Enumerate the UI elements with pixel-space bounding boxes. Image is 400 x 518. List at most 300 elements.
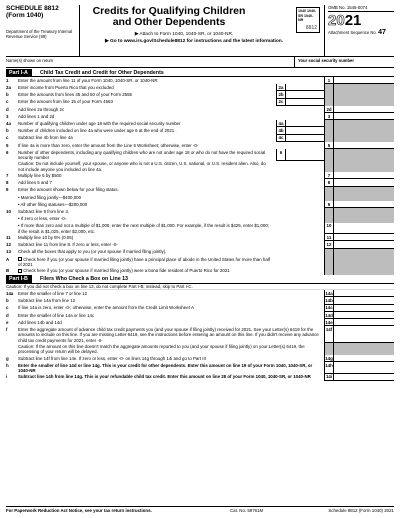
line-text: Number of qualifying children under age 18 with the required social security number [18,121,181,127]
amount-column [324,362,394,374]
line-box-label [324,120,334,127]
form-line [6,297,394,304]
sub-entry [276,99,324,106]
sub-line-label [276,267,286,274]
amount-field [334,194,394,201]
sub-amount-field [286,161,324,173]
line-number [6,223,18,235]
line-number: i [6,374,8,380]
form-line [6,312,394,319]
amount-field [334,256,394,268]
sub-entry [276,241,324,248]
line-box-label: 12 [324,241,334,248]
form-footer [6,506,394,513]
line-number: b [6,298,9,304]
amount-column [324,223,394,235]
amount-field [334,91,394,98]
sub-line-label: 4c [276,135,286,142]
line-box-label [324,99,334,106]
amount-column [324,326,394,343]
title-block [80,5,324,56]
line-text: Enter the smaller of line 7 or line 12 [18,290,88,296]
line-box-label [324,84,334,91]
form-footer-id: Schedule 8812 (Form 1040) 2021 [328,508,394,513]
line-box-label: 14c [325,305,333,311]
form-line [6,319,394,326]
sub-amount-field [286,267,324,274]
line-box-label [324,135,334,142]
line-text: • If more than zero and not a multiple of $1,000, enter the next multiple of $1,000. For example, if the result is $425, enter $1,000; if the result is $1,025, enter $2,000, etc. [18,223,269,234]
form-header [6,5,394,57]
amount-column [324,256,394,268]
line-text: Multiply line 6 by $500 [18,173,62,179]
line-number: 3 [6,113,9,119]
sub-line-label [276,113,286,120]
line-box-label: 10 [324,223,334,235]
line-number [6,343,18,355]
sub-line-label [276,161,286,173]
line-number: 8 [6,180,9,186]
form-line [6,249,394,256]
line-text: Subtract line 14f from line 14e. If zero or less, enter -0- on lines 14g through 14i and go to Part III [18,355,206,361]
sub-line-label [276,179,286,186]
line-box-label: 5 [324,142,334,149]
line-text: Check here if you (or your spouse if married filing jointly) have a principal place of abode in the United States for more than half of 2021 [18,256,270,268]
part-1a-header [6,69,394,77]
part-1b-title: Filers Who Check a Box on Line 13 [40,276,129,283]
sub-amount-field [286,172,324,179]
line-text: If line 14a is zero, enter -0-; otherwise, enter the amount from the Credit Limit Worksheet A [18,305,194,311]
line-text: Subtract line 9 from line 3. [18,209,70,215]
line-text: Enter the aggregate amount of advance child tax credit payments you (and your spouse if filing jointly) received for 2021. See your Letter(s) 6419 for the amounts to include on this line. If you are missing Letter 6419, see the instructions before entering an amount on this line. If you didn't receive any advance child tax credit payments for 2021, enter -0- [18,326,319,343]
form-title: Credits for Qualifying Children and Other Dependents [92,5,246,28]
sub-entry [276,91,324,98]
sub-amount-field[interactable] [286,120,324,127]
paperwork-notice: For Paperwork Reduction Act Notice, see your tax return instructions. [6,508,152,513]
line-box-label [324,91,334,98]
sub-entry [276,149,324,161]
amount-column [324,374,394,381]
form-line [6,142,394,149]
line-text: • All other filing statuses—$200,000 [18,201,88,207]
amount-column [324,84,394,91]
sub-amount-field[interactable] [286,84,324,91]
line-box-label: 14a [325,290,333,296]
line-text: Caution: Do not include yourself, your spouse, or anyone who is not a U.S. citizen, U.S. national, or U.S. resident alien. Also, do not include anyone you included on line 4a. [18,161,266,172]
form-icon-number: 8812 [305,24,317,31]
amount-field[interactable] [334,326,394,343]
line-number: 7 [6,173,9,179]
amount-column [324,187,394,194]
amount-field[interactable] [334,355,394,362]
line-text: Enter the amounts from lines 45 and 50 of your Form 2555 [18,92,132,98]
line-number [6,194,18,201]
sub-entry [276,120,324,127]
amount-column [324,201,394,208]
amount-column [324,241,394,248]
amount-field[interactable] [334,297,394,304]
sub-amount-field [286,113,324,120]
line-box-label: 14f [324,326,334,343]
line-number [6,215,18,222]
form-stack-icon [296,7,320,33]
sub-amount-field [286,249,324,256]
amount-field[interactable] [334,179,394,186]
form-line [6,99,394,106]
omb-number: OMB No. 1545-0074 [328,5,394,12]
line-text: Add lines 1 and 2d [18,113,55,119]
line-number: g [6,355,9,361]
line-number: 13 [6,249,11,255]
form-line [6,326,394,343]
amount-column [324,343,394,355]
sub-entry [276,84,324,91]
form-line [6,149,394,161]
line-text: Check all the boxes that apply to you (or your spouse if married filing jointly). [18,249,167,255]
line-text: Subtract line 11 from line 8. If zero or less, enter -0- [18,242,118,248]
line-text: Add lines 2a through 2c [18,106,65,112]
ssn-field[interactable]: Your social security number [294,57,394,67]
line-number: c [6,305,9,311]
sub-line-label: 2c [276,99,286,106]
line-text: Add lines 14b and 14d [18,319,62,325]
line-box-label: 14g [325,355,333,361]
line-box-label [324,194,334,201]
line-text: • Married filing jointly—$400,000 [18,194,82,200]
line-number: 2a [6,85,11,90]
line-box-label: 1 [324,77,334,84]
line-number: 4a [6,121,11,127]
form-name: (Form 1040) [6,12,44,19]
sub-amount-field [286,194,324,201]
amount-column [324,91,394,98]
amount-field [334,208,394,215]
line-text: Number of other dependents, including any qualifying children who are not under age 18 or who do not have the required social security number [18,149,266,161]
amount-field[interactable] [334,142,394,149]
line-box-label: 7 [324,172,334,179]
line-box-label: 14i [325,374,333,380]
amount-field [334,187,394,194]
checkbox[interactable] [18,269,22,273]
tax-year [328,12,394,30]
sub-amount-field[interactable] [286,91,324,98]
amount-field [334,149,394,161]
amount-field[interactable] [334,223,394,235]
amount-field[interactable] [334,319,394,326]
part-1b-tag: Part I-B [6,275,32,283]
sub-line-label: 4b [276,127,286,134]
form-line [6,305,394,312]
amount-field [334,99,394,106]
amount-column [324,179,394,186]
line-number: 9 [6,187,9,193]
name-ssn-row [6,57,394,68]
amount-column [324,249,394,256]
sub-line-label: 4a [276,120,286,127]
part-1b-header [6,276,394,284]
line-number: 14a [6,290,14,296]
line-number: d [6,312,9,318]
sub-line-label [276,249,286,256]
sub-amount-field [286,234,324,241]
amount-field[interactable] [334,362,394,374]
tax-year-suffix: 21 [344,12,362,29]
line-number: h [6,362,9,368]
sub-amount-field [286,179,324,186]
line-box-label [324,161,334,173]
amount-field [334,135,394,142]
attachment-sequence [328,30,394,35]
sub-line-label: 6 [276,149,286,161]
line-number: c [6,135,9,141]
sub-line-label [276,208,286,215]
sub-amount-field[interactable] [286,127,324,134]
amount-field[interactable] [334,374,394,381]
sub-entry [276,127,324,134]
sub-line-label [276,201,286,208]
amount-column [324,215,394,222]
form-line [6,256,394,268]
checkbox[interactable] [18,257,22,261]
line-box-label: 14h [324,362,334,374]
line-number [6,201,18,208]
sub-amount-field [286,215,324,222]
form-line [6,84,394,91]
line-box-label: 14e [325,319,333,325]
line-number: A [6,256,10,262]
form-line [6,135,394,142]
part-1b-lines [6,290,394,381]
line-text: Subtract line 14h from line 14g. This is your refundable child tax credit. Enter this amount on line 28 of your Form 1040, 1040-SR, or 1040-NR [18,374,311,380]
form-icon-text: 1040 1040-SR 1040-NR [298,9,317,22]
sub-amount-field [286,201,324,208]
sub-entry [276,77,324,84]
sub-line-label: 2a [276,84,286,91]
amount-column [324,120,394,127]
part-1a-lines [6,77,394,275]
sub-entry [276,223,324,235]
sub-entry [276,113,324,120]
line-number: 1 [6,77,9,83]
sub-line-label [276,194,286,201]
line-box-label [324,249,334,256]
amount-column [324,319,394,326]
amount-field[interactable] [334,305,394,312]
amount-field[interactable] [334,290,394,297]
form-line [6,179,394,186]
sub-entry [276,135,324,142]
sub-amount-field[interactable] [286,149,324,161]
amount-field[interactable] [334,241,394,248]
sub-entry [276,267,324,274]
sub-entry [276,161,324,173]
sub-line-label [276,77,286,84]
sub-amount-field [286,77,324,84]
line-text: • If zero or less, enter -0-. [18,216,68,222]
sub-entry [276,187,324,194]
form-line [6,120,394,127]
attachment-label: Attachment Sequence No. [328,30,377,35]
line-number: 11 [6,235,11,241]
line-box-label: 14d [325,312,333,318]
form-line [6,223,394,235]
line-box-label [324,256,334,268]
sub-amount-field [286,106,324,113]
amount-field[interactable] [334,106,394,113]
sub-amount-field [286,256,324,268]
line-box-label: 11 [324,234,334,241]
amount-column [324,99,394,106]
tax-year-prefix: 20 [328,12,345,29]
line-number: b [6,92,9,98]
line-box-label: 2d [324,106,334,113]
omb-block [324,5,394,56]
part-1a-tag: Part I-A [6,69,32,77]
line-number: B [6,268,10,274]
sub-amount-field [286,142,324,149]
line-number: f [6,326,8,332]
amount-field[interactable] [334,113,394,120]
line-text: Subtract line 14a from line 12 [18,298,76,304]
sub-line-label [276,172,286,179]
line-number: 6 [6,149,9,155]
line-text: Enter the amount from line 11 of your Form 1040, 1040-SR, or 1040-NR [18,77,158,83]
sub-amount-field [286,223,324,235]
line-box-label: 9 [324,201,334,208]
amount-field[interactable] [334,172,394,179]
amount-column [324,149,394,161]
amount-column [324,234,394,241]
sub-line-label [276,142,286,149]
line-text: Enter the smaller of line 14a or line 14c [18,312,95,318]
department-label: Department of the Treasury Internal Revenue Service (99) [6,29,73,39]
amount-column [324,77,394,84]
line-box-label: 8 [324,179,334,186]
sub-line-label [276,187,286,194]
sub-line-label [276,223,286,235]
line-number [6,161,18,173]
line-box-label [324,127,334,134]
amount-column [324,312,394,319]
line-text: Number of children included on line 4a who were under age 6 at the end of 2021 . [18,128,177,134]
form-line [6,201,394,208]
form-line [6,77,394,84]
amount-column [324,194,394,201]
form-line [6,113,394,120]
amount-column [324,127,394,134]
form-line [6,106,394,113]
name-field[interactable]: Name(s) shown on return [6,58,54,63]
sub-entry [276,249,324,256]
line-box-label [324,187,334,194]
line-text: Caution: If the amount on this line doesn't match the aggregate amounts reported to you (and your spouse if filing jointly) on your Letter(s) 6419, the processing of your return will be delayed. [18,343,305,355]
sub-line-label [276,234,286,241]
sub-entry [276,234,324,241]
amount-field[interactable] [334,77,394,84]
line-text: Enter the smaller of line 14d or line 14g. This is your credit for other dependents. Enter this amount on line 19 of your Form 1040, 1040-SR, or 1040-NR [18,362,313,374]
sub-entry [276,106,324,113]
line-number: 12 [6,242,11,248]
line-number: 10 [6,209,11,215]
sub-line-label [276,106,286,113]
line-number: d [6,106,9,112]
amount-field[interactable] [334,201,394,208]
sub-amount-field[interactable] [286,99,324,106]
schedule-name: SCHEDULE 8812 [6,5,59,12]
line-text: Enter income from Puerto Rico that you excluded [18,85,114,90]
line-box-label [324,343,334,355]
amount-column [324,297,394,304]
line-box-label: 3 [324,113,334,120]
line-box-label [324,208,334,215]
line-number: 5 [6,142,9,148]
form-line [6,161,394,173]
amount-column [324,305,394,312]
amount-column [324,267,394,274]
amount-field [334,215,394,222]
sub-amount-field[interactable] [286,135,324,142]
amount-column [324,355,394,362]
form-line [6,194,394,201]
form-line [6,355,394,362]
amount-field [334,267,394,274]
amount-field [334,161,394,173]
sub-amount-field [286,208,324,215]
sub-entry [276,172,324,179]
sub-entry [276,179,324,186]
sub-line-label [276,215,286,222]
sub-entry [276,201,324,208]
line-box-label [324,149,334,161]
amount-column [324,161,394,173]
form-line [6,215,394,222]
amount-column [324,172,394,179]
sub-entry [276,256,324,268]
sub-entry [276,194,324,201]
amount-field [334,127,394,134]
instructions-link[interactable]: ▶ Go to www.irs.gov/Schedule8812 for instructions and the latest information. [104,39,284,44]
line-text: Enter the amount shown below for your filing status. [18,187,119,193]
form-line [6,127,394,134]
form-line [6,343,394,355]
line-number: e [6,319,9,325]
amount-column [324,113,394,120]
amount-field [334,120,394,127]
catalog-number: Cat. No. 59761M [230,508,264,513]
sub-line-label: 2b [276,91,286,98]
part-1b-caution: Caution: If you did not check a box on line 13, do not complete Part I-B; instead, skip to Part I-C. [6,284,394,291]
form-line [6,91,394,98]
amount-field [334,84,394,91]
sub-line-label [276,256,286,268]
line-number: c [6,99,9,105]
sub-entry [276,215,324,222]
sequence-number: 47 [378,29,386,36]
line-text: Add lines 5 and 7 [18,180,52,186]
form-line [6,172,394,179]
form-id-block [6,5,80,56]
amount-field[interactable] [334,312,394,319]
line-number: b [6,128,9,134]
line-text: If line 4a is more than zero, enter the amount from the Line 5 Worksheet; otherwise, enter -0- [18,142,199,148]
form-line [6,241,394,248]
line-box-label [324,215,334,222]
line-box-label: 14b [325,298,333,304]
amount-column [324,208,394,215]
amount-field[interactable] [334,234,394,241]
form-line [6,362,394,374]
sub-entry [276,208,324,215]
